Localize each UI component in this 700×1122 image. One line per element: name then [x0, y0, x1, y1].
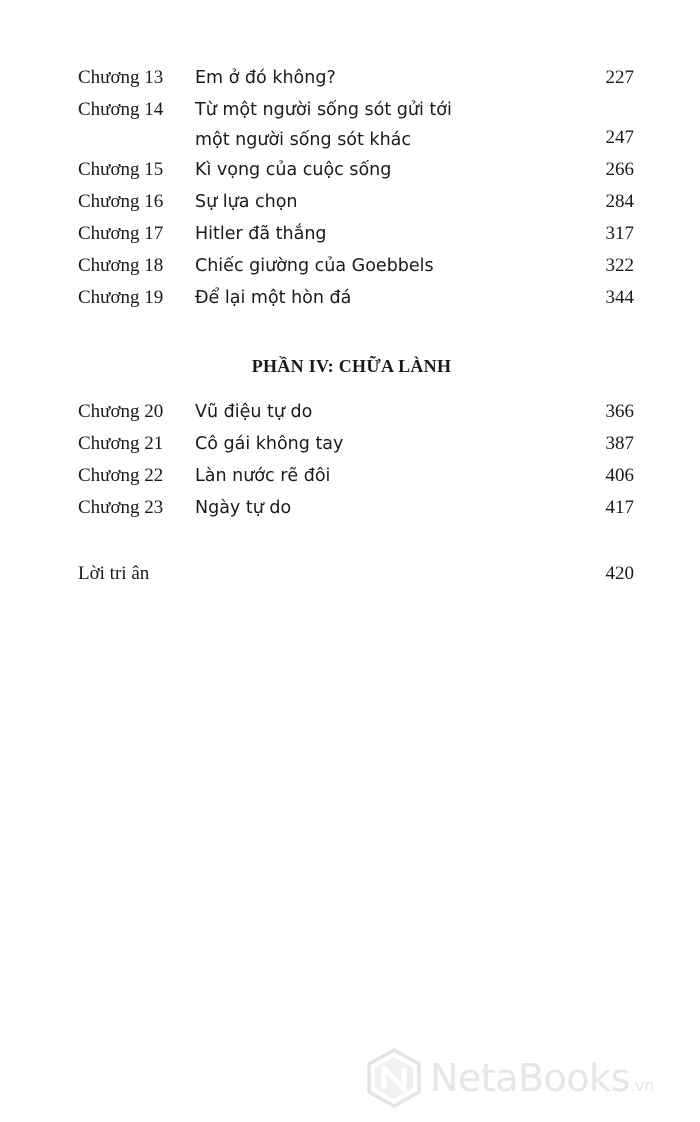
chapter-title-line: một người sống sót khác	[195, 130, 412, 150]
chapter-title	[195, 461, 555, 491]
chapter-title-line: Chiếc giường của Goebbels	[195, 256, 434, 276]
page-number: 366	[605, 401, 634, 422]
chapter-title	[195, 219, 555, 249]
chapter-title-line: Làn nước rẽ đôi	[195, 466, 331, 486]
chapter-number: Chương 14	[78, 99, 164, 120]
chapter-number: Chương 15	[78, 159, 164, 180]
page-number: 227	[605, 67, 634, 88]
part-heading: PHẦN IV: CHỮA LÀNH	[251, 356, 452, 376]
page-number: 247	[605, 127, 634, 148]
chapter-number: Chương 13	[78, 67, 164, 88]
page-number: 322	[605, 255, 634, 276]
chapter-title	[195, 95, 555, 155]
chapter-number: Chương 17	[78, 223, 164, 244]
chapter-title	[195, 155, 555, 185]
chapter-number: Chương 21	[78, 433, 164, 454]
netabooks-watermark	[364, 1048, 694, 1108]
chapter-number: Chương 22	[78, 465, 164, 486]
chapter-number: Chương 18	[78, 255, 164, 276]
chapter-number: Chương 23	[78, 497, 164, 518]
chapter-title-line: Từ một người sống sót gửi tới	[195, 100, 452, 120]
chapter-number: Chương 16	[78, 191, 164, 212]
chapter-title-line: Em ở đó không?	[195, 68, 336, 88]
page-number: 406	[605, 465, 634, 486]
chapter-title	[195, 429, 555, 459]
chapter-title	[195, 397, 555, 427]
page-number: 317	[605, 223, 634, 244]
chapter-number: Chương 20	[78, 401, 164, 422]
acknowledgements-label: Lời tri ân	[78, 563, 150, 584]
chapter-title	[195, 283, 555, 313]
chapter-title-line: Kì vọng của cuộc sống	[195, 160, 392, 180]
page-number: 344	[605, 287, 634, 308]
chapter-title-line: Sự lựa chọn	[195, 192, 298, 212]
chapter-title-line: Cô gái không tay	[195, 434, 344, 454]
chapter-title-line: Để lại một hòn đá	[195, 288, 352, 308]
chapter-title	[195, 493, 555, 523]
watermark-text	[430, 1056, 655, 1100]
chapter-title	[195, 187, 555, 217]
chapter-number: Chương 19	[78, 287, 164, 308]
page-number: 284	[605, 191, 634, 212]
watermark-brand: NetaBooks	[430, 1056, 630, 1100]
netabooks-logo-icon	[364, 1048, 424, 1108]
chapter-title	[195, 251, 555, 281]
chapter-title-line: Ngày tự do	[195, 498, 292, 518]
page-number: 387	[605, 433, 634, 454]
page-number: 420	[605, 563, 634, 584]
page-number: 417	[605, 497, 634, 518]
page-number: 266	[605, 159, 634, 180]
chapter-title-line: Vũ điệu tự do	[195, 402, 313, 422]
chapter-title-line: Hitler đã thắng	[195, 224, 327, 244]
chapter-title	[195, 63, 555, 93]
watermark-suffix: .vn	[629, 1076, 655, 1095]
